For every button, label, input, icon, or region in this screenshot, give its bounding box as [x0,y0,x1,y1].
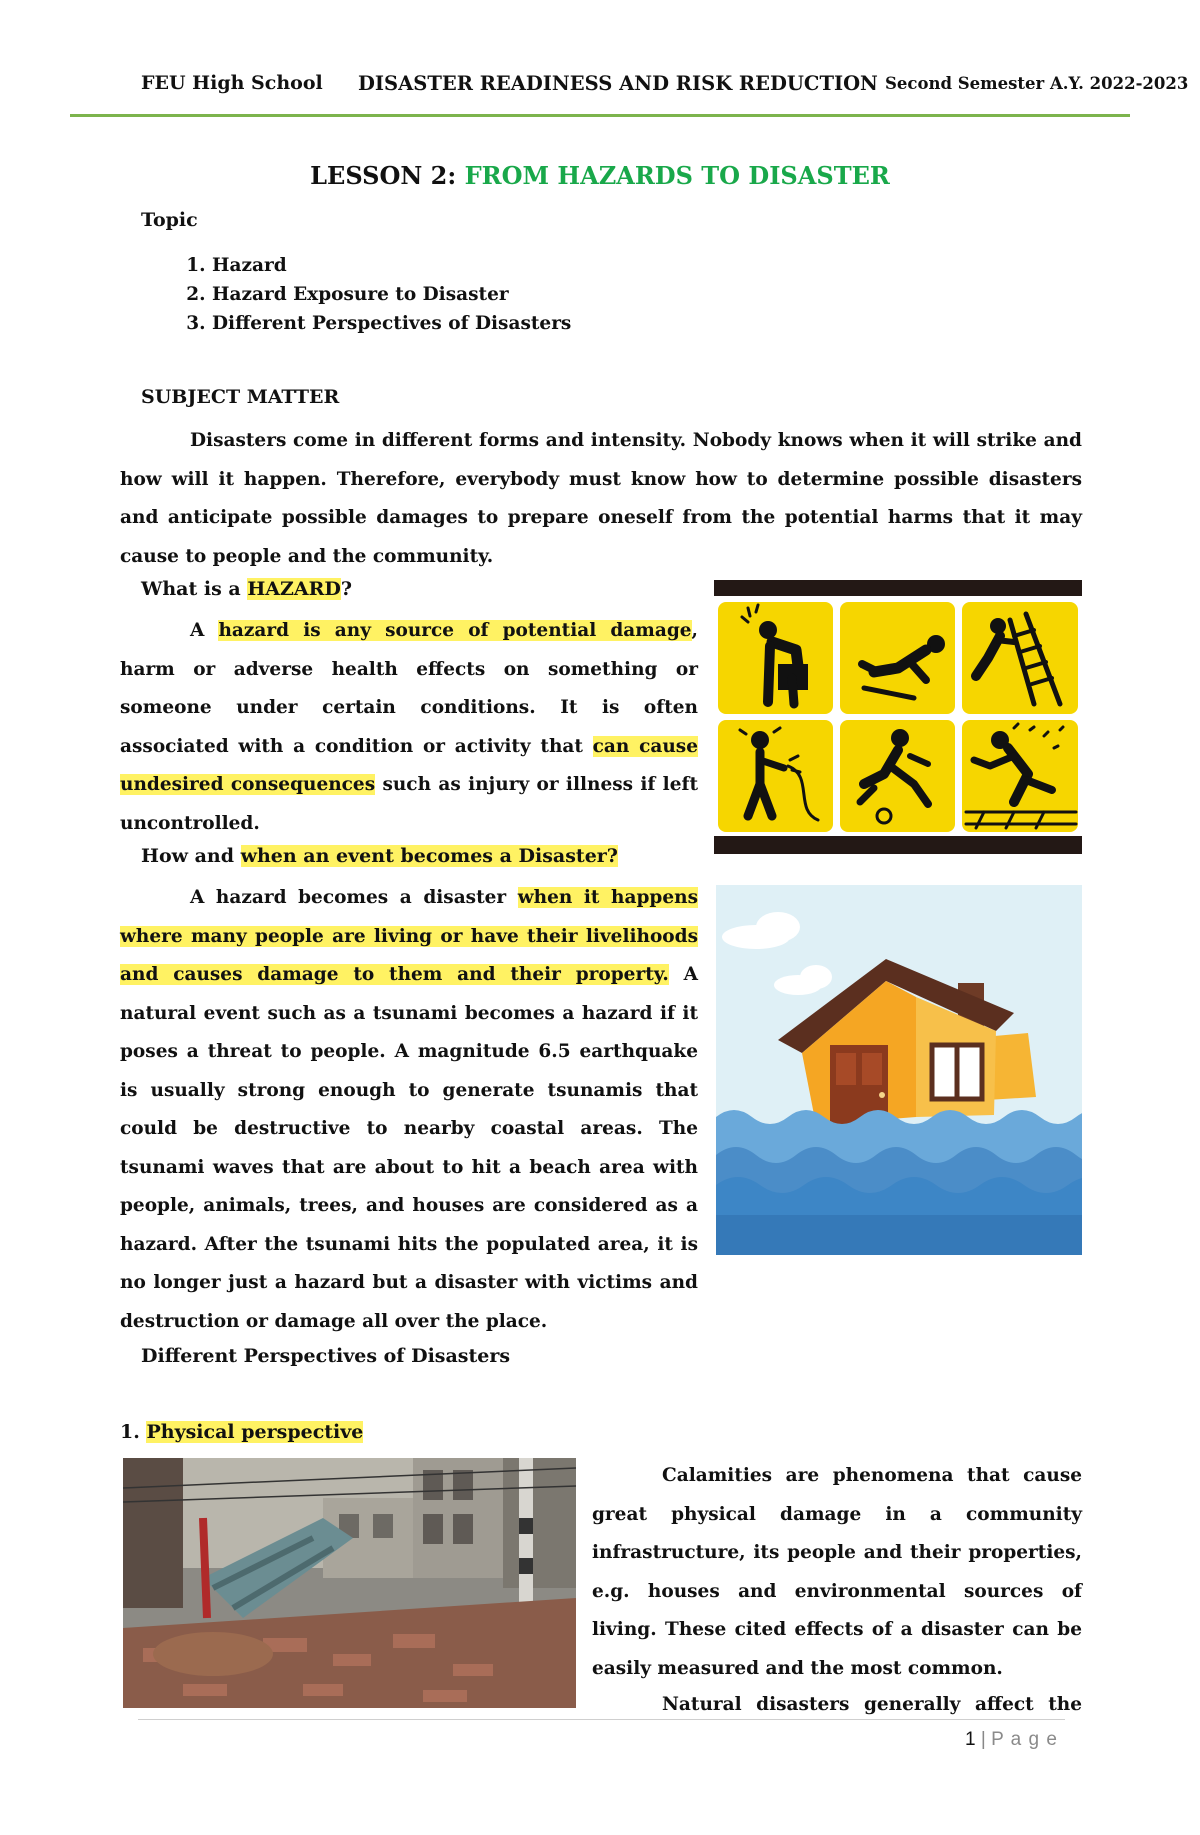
footer-divider [138,1719,1065,1720]
hazard-signs-image [714,580,1082,854]
header-semester: Second Semester A.Y. 2022-2023 [885,74,1189,93]
physical-perspective-title: Physical perspective [146,1421,364,1443]
hazard-heading-pre: What is a [141,578,248,600]
hazard-paragraph [120,612,698,843]
hazard-heading [141,578,352,600]
disaster-text-a: A hazard becomes a disaster [190,887,518,908]
hazard-heading-post: ? [340,578,353,600]
hazard-text-b: , harm or adverse health effects on something or someone under certain conditions. It is often associated with a condition or activity that [120,620,698,757]
disaster-heading [141,845,618,867]
topic-item-2: 2. Hazard Exposure to Disaster [212,280,571,309]
header-school: FEU High School [141,72,323,94]
hazard-highlight-1: hazard is any source of potential damage [218,620,692,641]
page-footer [965,1729,1058,1751]
topic-item-1: 1. Hazard [212,251,571,280]
lesson-prefix: LESSON 2: [310,161,457,190]
disaster-paragraph [120,879,698,1341]
disaster-heading-highlight: when an event becomes a Disaster? [240,845,618,867]
disaster-highlight: when it happens where many people are living or have their livelihoods and causes damage to them and their property. [120,887,698,985]
hazard-text-c: such as injury or illness if left uncontrolled. [120,774,698,834]
physical-perspective-number: 1. [120,1421,140,1443]
page-label: P a g e [991,1729,1058,1750]
hazard-highlight-2: can cause undesired consequences [120,735,698,795]
perspectives-heading: Different Perspectives of Disasters [141,1345,511,1367]
physical-perspective-heading [120,1421,363,1443]
subject-matter-text: Disasters come in different forms and intensity. Nobody knows when it will strike and how will it happen. Therefore, everybody must know how to determine possible disasters and anticipate possible damages to prepare oneself from the potential harms that it may cause to people and the community. [120,430,1082,567]
hazard-text-a: A [190,620,219,641]
collapsed-building-photo [123,1458,576,1708]
disaster-text-b: A natural event such as a tsunami becomes a hazard if it poses a threat to people. A magnitude 6.5 earthquake is usually strong enough to generate tsunamis that could be destructive to nearby coastal areas. The tsunami waves that are about to hit a beach area with people, animals, trees, and houses are considered as a hazard. After the tsunami hits the populated area, it is no longer just a hazard but a disaster with victims and destruction or damage all over the place. [120,964,698,1332]
physical-perspective-paragraph-1: Calamities are phenomena that cause great physical damage in a community infrastructure, its people and their properties, e.g. houses and environmental sources of living. These cited effects of a disaster can be easily measured and the most common. [592,1465,1082,1679]
header-course: DISASTER READINESS AND RISK REDUCTION [358,72,878,95]
subject-matter-heading: SUBJECT MATTER [141,386,340,408]
lesson-title-text: FROM HAZARDS TO DISASTER [464,161,890,190]
header-divider [70,114,1130,117]
page-separator: | [980,1729,986,1750]
physical-perspective-paragraph-2: Natural disasters generally affect the [662,1694,1082,1715]
hazard-heading-highlight: HAZARD [247,578,341,600]
topic-item-3: 3. Different Perspectives of Disasters [212,309,571,338]
topic-heading: Topic [141,209,198,231]
disaster-heading-pre: How and [141,845,241,867]
flooded-house-image [716,885,1082,1255]
lesson-title [0,161,1200,190]
page-number: 1 [965,1729,976,1750]
topic-list [152,251,571,338]
